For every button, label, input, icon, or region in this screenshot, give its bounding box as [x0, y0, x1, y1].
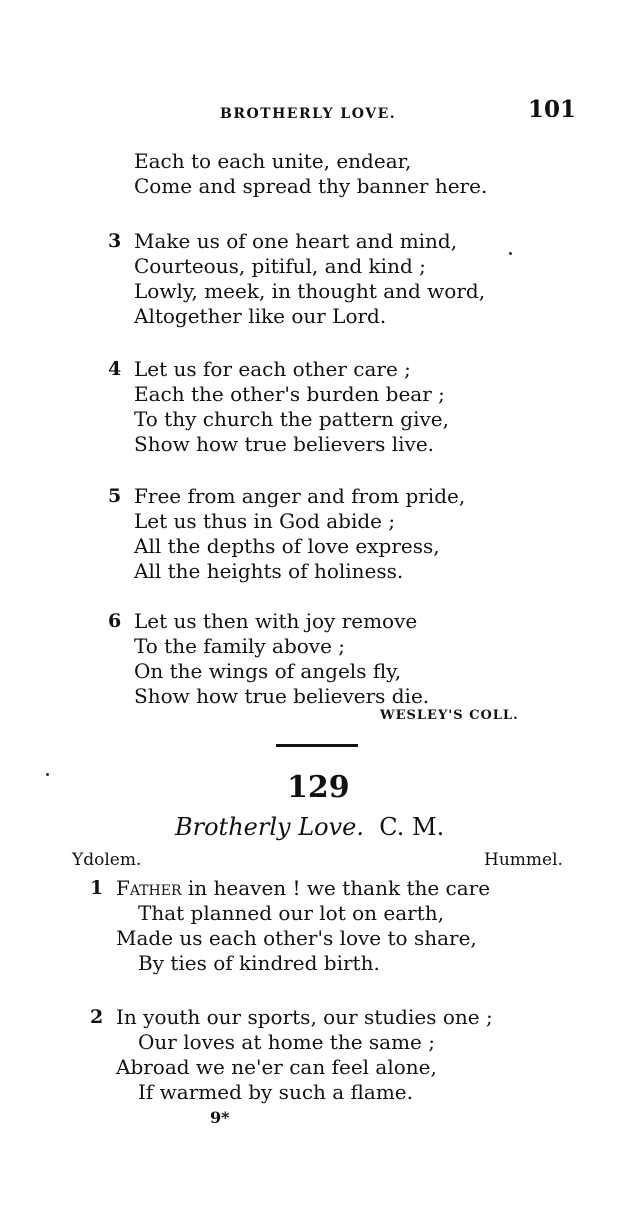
verse-line: That planned our lot on earth,	[138, 901, 444, 925]
verse-line: Our loves at home the same ;	[138, 1030, 435, 1054]
composer-name: Hummel.	[484, 850, 563, 870]
print-speck	[46, 773, 49, 776]
first-line-rest: in heaven ! we thank the care	[181, 876, 491, 900]
stanza-number: 1	[90, 877, 104, 899]
verse-line: To the family above ;	[134, 634, 346, 658]
verse-line: To thy church the pattern give,	[134, 407, 449, 431]
verse-line: Courteous, pitiful, and kind ;	[134, 254, 426, 278]
stanza-number: 4	[108, 358, 122, 380]
page-number: 101	[528, 96, 577, 123]
verse-line: All the heights of holiness.	[134, 559, 404, 583]
stanza-number: 3	[108, 230, 122, 252]
verse-line: Altogether like our Lord.	[134, 304, 387, 328]
tune-name: Ydolem.	[72, 850, 142, 870]
hymn-title-text: Brotherly Love.	[175, 813, 364, 841]
verse-line: Show how true believers live.	[134, 432, 435, 456]
stanza-number: 2	[90, 1006, 104, 1028]
print-speck	[509, 252, 512, 255]
hymn-number: 129	[287, 770, 350, 805]
stanza-number: 5	[108, 485, 122, 507]
hymn-meter: C. M.	[379, 813, 445, 841]
signature-mark: 9*	[210, 1108, 230, 1127]
verse-line: Let us thus in God abide ;	[134, 509, 396, 533]
verse-line: Come and spread thy banner here.	[134, 174, 488, 198]
verse-line: Let us then with joy remove	[134, 609, 418, 633]
verse-line: By ties of kindred birth.	[138, 951, 380, 975]
author-credit: WESLEY'S COLL.	[380, 708, 519, 723]
verse-line: All the depths of love express,	[134, 534, 440, 558]
section-divider	[276, 744, 358, 747]
verse-line: Each to each unite, endear,	[134, 149, 412, 173]
verse-line: If warmed by such a flame.	[138, 1080, 413, 1104]
verse-line: Make us of one heart and mind,	[134, 229, 458, 253]
hymn-title	[175, 813, 444, 841]
verse-line	[116, 1005, 493, 1030]
verse-line: Free from anger and from pride,	[134, 484, 466, 508]
running-head: BROTHERLY LOVE.	[220, 106, 397, 122]
verse-line: Made us each other's love to share,	[116, 926, 477, 950]
stanza-number: 6	[108, 610, 122, 632]
first-word: Father	[116, 876, 182, 900]
first-line-rest: In youth our sports, our studies one ;	[116, 1005, 493, 1029]
verse-line: On the wings of angels fly,	[134, 659, 402, 683]
verse-line: Abroad we ne'er can feel alone,	[116, 1055, 437, 1079]
verse-line: Let us for each other care ;	[134, 357, 411, 381]
verse-line: Lowly, meek, in thought and word,	[134, 279, 486, 303]
verse-line: Show how true believers die.	[134, 684, 430, 708]
verse-line	[116, 876, 490, 901]
verse-line: Each the other's burden bear ;	[134, 382, 445, 406]
